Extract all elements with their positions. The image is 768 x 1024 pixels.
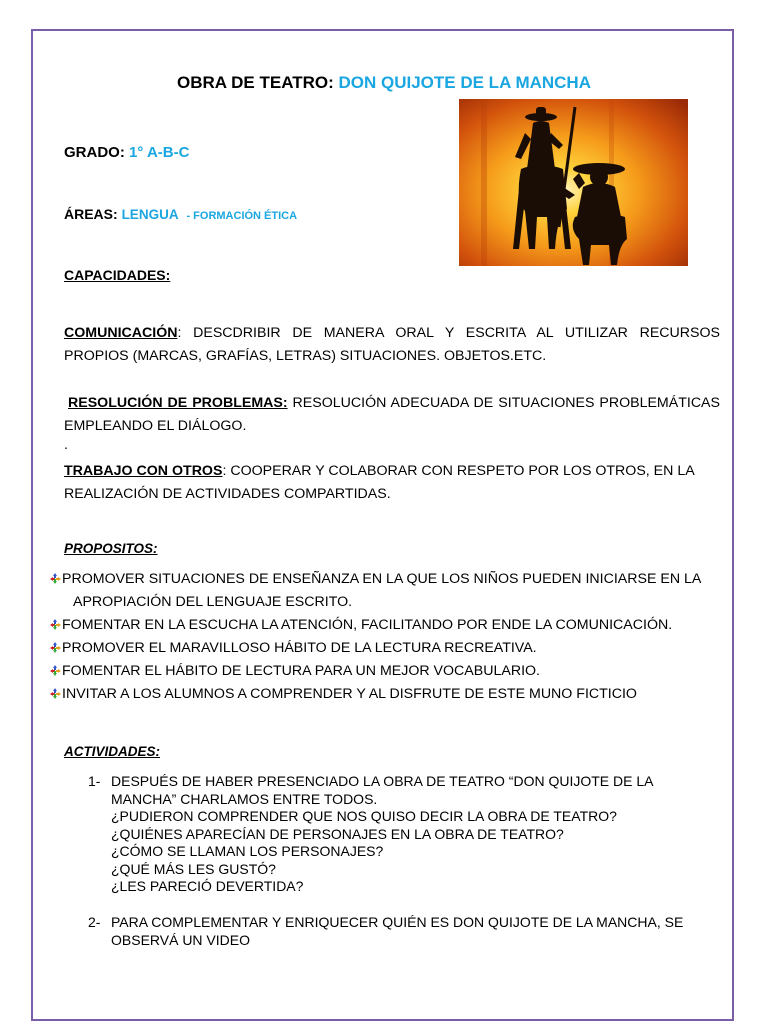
comunicacion-label: COMUNICACIÓN [64,325,178,341]
page-title [0,73,768,93]
actividad-1-question: ¿QUIÉNES APARECÍAN DE PERSONAJES EN LA OBRA DE TEATRO? [111,825,564,842]
resolucion-paragraph [64,392,720,452]
grado-label: GRADO: [64,144,125,161]
actividades-heading: ACTIVIDADES: [64,744,161,759]
list-item [50,660,730,683]
resolucion-text-1: RESOLUCIÓN ADECUADA DE SITUACIONES PROBLEMÁTICAS [287,395,720,411]
comunicacion-text-2: PROPIOS (MARCAS, GRAFÍAS, LETRAS) SITUACIONES. OBJETOS.ETC. [64,348,547,364]
actividad-1-question: ¿QUÉ MÁS LES GUSTÓ? [111,860,276,877]
bullet-arrow-icon [50,615,61,626]
resolucion-dot: . [64,437,68,453]
proposito-text-cont: APROPIACIÓN DEL LENGUAJE ESCRITO. [73,594,353,610]
actividad-2-line: OBSERVÁ UN VIDEO [111,931,251,948]
title-prefix: OBRA DE TEATRO: [176,73,334,92]
bullet-arrow-icon [50,638,61,649]
actividad-1-number: 1- [88,773,101,789]
actividad-1 [111,773,731,896]
actividad-1-question: ¿LES PARECIÓ DEVERTIDA? [111,878,304,894]
trabajo-text-1: : COOPERAR Y COLABORAR CON RESPETO POR LOS OTROS, EN LA [222,463,695,479]
resolucion-text-2: EMPLEANDO EL DIÁLOGO. [64,418,247,434]
grado-value: 1° A-B-C [129,144,190,161]
actividad-1-question: ¿PUDIERON COMPRENDER QUE NOS QUISO DECIR LA OBRA DE TEATRO? [111,808,617,824]
bullet-arrow-icon [50,684,61,695]
areas-label: ÁREAS: [64,206,118,222]
actividad-1-line: DESPUÉS DE HABER PRESENCIADO LA OBRA DE TEATRO “DON QUIJOTE DE LA [111,773,654,789]
grado-line [64,144,189,161]
trabajo-label: TRABAJO CON OTROS [64,463,223,479]
bullet-arrow-icon [50,569,61,580]
areas-value-etica: - FORMACIÓN ÉTICA [186,210,298,222]
actividad-1-line: MANCHA” CHARLAMOS ENTRE TODOS. [111,790,378,807]
areas-value-lengua: LENGUA [121,207,179,222]
propositos-list [50,568,730,706]
proposito-text: FOMENTAR EN LA ESCUCHA LA ATENCIÓN, FACILITANDO POR ENDE LA COMUNICACIÓN. [62,617,673,633]
areas-line [64,206,297,222]
capacidades-heading: CAPACIDADES: [64,267,171,283]
comunicacion-text-1: : DESCDRIBIR DE MANERA ORAL Y ESCRITA AL UTILIZAR RECURSOS [177,325,720,341]
resolucion-label: RESOLUCIÓN DE PROBLEMAS: [68,395,288,411]
list-item [50,568,730,591]
trabajo-paragraph [64,460,720,506]
bullet-arrow-icon [50,661,61,672]
proposito-text: INVITAR A LOS ALUMNOS A COMPRENDER Y AL DISFRUTE DE ESTE MUNO FICTICIO [62,686,637,702]
proposito-text: FOMENTAR EL HÁBITO DE LECTURA PARA UN MEJOR VOCABULARIO. [62,663,540,679]
actividad-2-number: 2- [88,914,101,930]
actividad-2 [111,914,731,949]
list-item [50,614,730,637]
list-item [50,683,730,706]
quijote-illustration [459,99,688,266]
proposito-text: PROMOVER EL MARAVILLOSO HÁBITO DE LA LECTURA RECREATIVA. [62,640,537,656]
list-item [50,637,730,660]
actividad-1-question: ¿CÓMO SE LLAMAN LOS PERSONAJES? [111,843,384,859]
title-highlight: DON QUIJOTE DE LA MANCHA [338,73,591,92]
actividad-2-line: PARA COMPLEMENTAR Y ENRIQUECER QUIÉN ES DON QUIJOTE DE LA MANCHA, SE [111,914,684,930]
comunicacion-paragraph [64,322,720,368]
trabajo-text-2: REALIZACIÓN DE ACTIVIDADES COMPARTIDAS. [64,486,391,502]
propositos-heading: PROPOSITOS: [64,541,158,556]
proposito-text: PROMOVER SITUACIONES DE ENSEÑANZA EN LA QUE LOS NIÑOS PUEDEN INICIARSE EN LA [62,571,702,587]
